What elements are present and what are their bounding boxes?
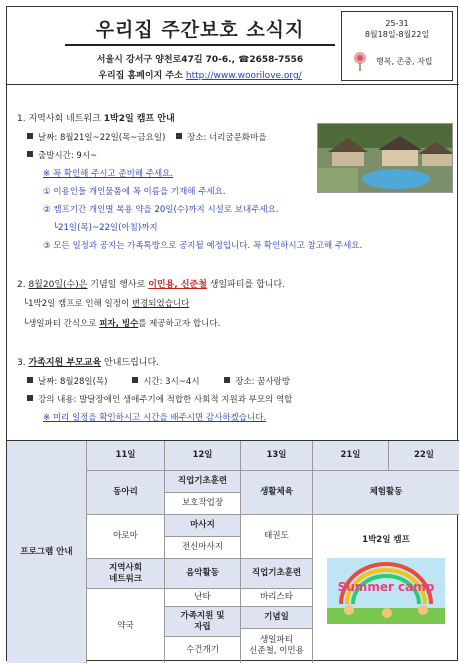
day-header-21: 21일 <box>313 441 389 471</box>
cell-music: 음악활동 <box>165 559 241 589</box>
newsletter-page <box>6 6 458 661</box>
cell-towel-folding: 수건개기 <box>165 637 241 663</box>
cell-camp <box>313 515 459 663</box>
day-header-13: 13일 <box>241 441 313 471</box>
cell-job-training: 직업기초훈련 <box>165 471 241 493</box>
cell-life-pe: 생활체육 <box>241 471 313 515</box>
homepage-line <box>65 68 335 81</box>
day-header-22: 22일 <box>389 441 459 471</box>
homepage-link[interactable]: http://www.woorilove.org/ <box>185 71 302 81</box>
section1-note: ※ 꼭 확인해 주시고 준비해 주세요. <box>43 169 174 179</box>
cell-protect-workshop: 보호작업장 <box>165 493 241 515</box>
program-schedule-table <box>7 440 459 662</box>
section1-date-place: 날짜: 8월21일~22일(목~금요일) 장소: 너리굴문화마을 <box>27 131 267 143</box>
date-range <box>342 18 452 40</box>
flower-logo-icon <box>350 50 370 72</box>
motto-row <box>342 50 452 72</box>
cell-job-training-2: 직업기초훈련 <box>241 559 313 589</box>
cell-nanta: 난타 <box>165 589 241 607</box>
section1-departure: 출발시간: 9시~ <box>27 149 97 161</box>
date-range-sub: 8월18일-8월22일 <box>364 30 430 39</box>
motto: 행복, 존중, 자립 <box>376 56 433 66</box>
camp-image-text: Summer camp <box>337 580 435 594</box>
cell-aroma: 아로마 <box>87 515 165 559</box>
cell-dongari: 동아리 <box>87 471 165 515</box>
day-header-12: 12일 <box>165 441 241 471</box>
section1-item1: ① 이용인들 개인물품에 꼭 이름을 기재해 주세요. <box>43 187 226 197</box>
cell-birthday-party: 생일파티 신준철, 이민용 <box>241 629 313 663</box>
cell-anniversary: 기념일 <box>241 607 313 629</box>
section3-note: ※ 미리 일정을 확인하시고 시간을 배주시면 감사하겠습니다. <box>43 413 267 423</box>
summer-camp-image <box>327 558 445 624</box>
notice-content <box>7 101 459 440</box>
cell-full-massage: 전신마사지 <box>165 537 241 559</box>
section1-item2: ② 캠프기간 개인별 복용 약을 20일(수)까지 시설로 보내주세요. <box>43 205 279 215</box>
cell-experience: 체험활동 <box>313 471 459 515</box>
section1-item3: ③ 모든 일정과 공지는 가족톡방으로 공지될 예정입니다. 꼭 확인하시고 참고해 주세요. <box>43 241 363 251</box>
program-row-label: 프로그램 안내 <box>7 441 87 663</box>
section1-title: 1. 지역사회 네트워크 1박2일 캠프 안내 <box>17 114 175 124</box>
section3-title: 3. 가족지원 부모교육 안내드립니다. <box>17 358 160 368</box>
day-header-11: 11일 <box>87 441 165 471</box>
date-box <box>341 11 453 81</box>
address: 서울시 강서구 양천로47길 70-6., ☎2658-7556 <box>96 55 304 65</box>
section2-line1: 2. 8월20일(수)은 기념일 행사로 이민용, 신준철 생일파티를 합니다. <box>17 280 286 290</box>
section1-item2-sub: └21일(목)~22일(아침)까지 <box>53 223 158 233</box>
section3-details: 날짜: 8월28일(목) 시간: 3시~4시 장소: 꿈사랑방 <box>27 375 290 387</box>
header-left <box>65 15 335 81</box>
cell-massage: 마사지 <box>165 515 241 537</box>
cell-barista: 바리스타 <box>241 589 313 607</box>
header <box>7 7 459 85</box>
camp-photo <box>317 123 453 193</box>
section3-content: 강의 내용: 발달장애인 생애주기에 적합한 사회적 지원과 부모의 역할 <box>27 393 292 405</box>
cell-community-network: 지역사회 네트워크 <box>87 559 165 589</box>
section2-line2: └1박2일 캠프로 인해 일정이 변경되었습니다 <box>23 299 190 309</box>
cell-taekwondo: 태권도 <box>241 515 313 559</box>
camp-label: 1박2일 캠프 <box>362 535 410 545</box>
homepage-label: 우리집 홈페이지 주소 <box>98 71 183 81</box>
section2-line3: └생일파티 간식으로 피자, 빙수를 제공하고자 합니다. <box>23 319 221 329</box>
cell-pharmacy: 약국 <box>87 589 165 663</box>
page-title: 우리집 주간보호 소식지 <box>65 15 335 46</box>
date-range-main: 25-31 <box>385 19 409 28</box>
cell-family-support: 가족지원 및 자립 <box>165 607 241 637</box>
